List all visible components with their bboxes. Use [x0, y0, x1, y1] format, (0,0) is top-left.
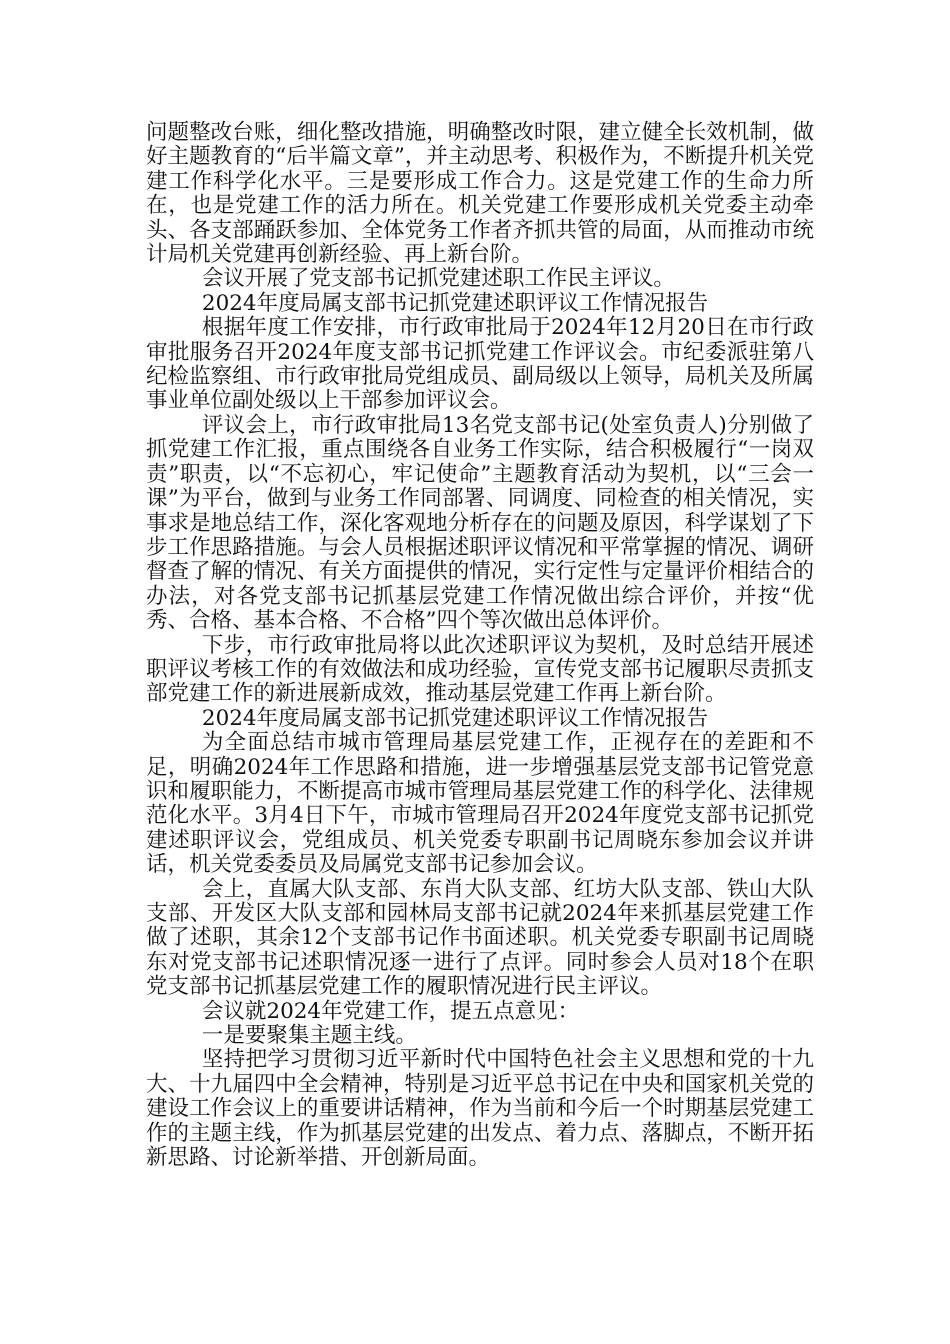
paragraph: 下步，市行政审批局将以此次述职评议为契机，及时总结开展述职评议考核工作的有效做法和成功经验，宣传党支部书记履职尽责抓支部党建工作的新进展新成效，推动基层党建工作再上新台阶。 [146, 632, 814, 707]
paragraph-meeting-evaluation: 会议开展了党支部书记抓党建述职工作民主评议。 [201, 266, 675, 292]
paragraph: 评议会上，市行政审批局13名党支部书记(处室负责人)分别做了抓党建工作汇报，重点围绕各自业务工作实际，结合积极履行“一岗双责”职责，以“不忘初心，牢记使命”主题教育活动为契机，以“三会一课”为平台，做到与业务工作同部署、同调度、同检查的相关情况，实事求是地总结工作，深化客观地分析存在的问题及原因，科学谋划了下步工作思路措施。与会人员根据述职评议情况和平常掌握的情况、调研督查了解的情况、有关方面提供的情况，实行定性与定量评价相结合的办法，对各党支部书记抓基层党建工作情况做出综合评价，并按“优秀、合格、基本合格、不合格”四个等次做出总体评价。 [146, 412, 814, 634]
report-heading: 2024年度局属支部书记抓党建述职评议工作情况报告 [201, 290, 709, 316]
paragraph: 会议就2024年党建工作，提五点意见： [201, 998, 580, 1024]
section-point-heading: 一是要聚集主题主线。 [201, 1023, 417, 1049]
document-body [146, 121, 814, 1170]
paragraph: 会上，直属大队支部、东肖大队支部、红坊大队支部、铁山大队支部、开发区大队支部和园林局支部书记就2024年来抓基层党建工作做了述职，其余12个支部书记作书面述职。机关党委专职副书记周晓东对党支部书记述职情况逐一进行了点评。同时参会人员对18个在职党支部书记抓基层党建工作的履职情况进行民主评议。 [146, 876, 814, 1000]
paragraph: 为全面总结市城市管理局基层党建工作，正视存在的差距和不足，明确2024年工作思路和措施，进一步增强基层党支部书记管党意识和履职能力，不断提高市城市管理局基层党建工作的科学化、法律规范化水平。3月4日下午，市城市管理局召开2024年度党支部书记抓党建述职评议会，党组成员、机关党委专职副书记周晓东参加会议并讲话，机关党委委员及局属党支部书记参加会议。 [146, 730, 814, 878]
report-heading: 2024年度局属支部书记抓党建述职评议工作情况报告 [201, 705, 709, 731]
paragraph-continuation: 问题整改台账，细化整改措施，明确整改时限，建立健全长效机制，做好主题教育的“后半篇文章”，并主动思考、积极作为，不断提升机关党建工作科学化水平。三是要形成工作合力。这是党建工作的生命力所在，也是党建工作的活力所在。机关党建工作要形成机关党委主动牵头、各支部踊跃参加、全体党务工作者齐抓共管的局面，从而推动市统计局机关党建再创新经验、再上新台阶。 [146, 120, 814, 268]
paragraph: 根据年度工作安排，市行政审批局于2024年12月20日在市行政审批服务召开2024年度支部书记抓党建工作评议会。市纪委派驻第八纪检监察组、市行政审批局党组成员、副局级以上领导，局机关及所属事业单位副处级以上干部参加评议会。 [146, 315, 814, 414]
paragraph: 坚持把学习贯彻习近平新时代中国特色社会主义思想和党的十九大、十九届四中全会精神，特别是习近平总书记在中央和国家机关党的建设工作会议上的重要讲话精神，作为当前和今后一个时期基层党建工作的主题主线，作为抓基层党建的出发点、着力点、落脚点，不断开拓新思路、讨论新举措、开创新局面。 [146, 1047, 814, 1171]
